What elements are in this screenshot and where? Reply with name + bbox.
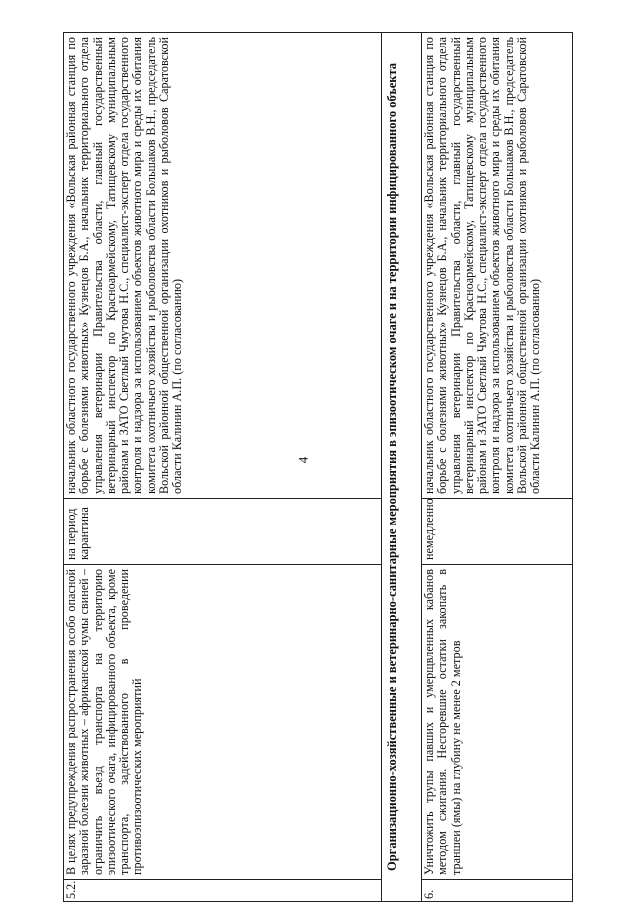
section-title: Организационно-хозяйственные и ветеринарно-санитарные мероприятия в эпизоотическом очаге и на территории инфицированного объекта <box>382 33 422 902</box>
term-text: на период карантина <box>64 499 382 565</box>
measure-text: Уничтожить трупы павших и умерщвленных кабанов методом сжигания. Несгоревшие остатки закопать в траншеи (ямы) на глубину не менее 2 метров <box>422 565 573 880</box>
responsible-text: начальник областного государственного учреждения «Вольская районная станция по борьбе с болезнями животных» Кузнецов Б.А., начальник территориального отдела управления ветеринарии Правительства области, главный государственный ветеринарный инспектор по Красноармейскому, Татищевскому муниципальным районам и ЗАТО Светлый Чмутова Н.С., специалист-эксперт отдела государственного контроля и надзора за использованием объектов животного мира и среды их обитания комитета охотничьего хозяйства и рыболовства области Большаков В.Н., председатель Вольской районной общественной организации охотников и рыболовов Саратовской области Калинин А.П. (по согласованию) <box>64 33 382 499</box>
responsible-text: начальник областного государственного учреждения «Вольская районная станция по борьбе с болезнями животных» Кузнецов Б.А., начальник территориального отдела управления ветеринарии Правительства области, главный государственный ветеринарный инспектор по Красноармейскому, Татищевскому муниципальным районам и ЗАТО Светлый Чмутова Н.С., специалист-эксперт отдела государственного контроля и надзора за использованием объектов животного мира и среды их обитания комитета охотничьего хозяйства и рыболовства области Большаков В.Н., председатель Вольской районной общественной организации охотников и рыболовов Саратовской области Калинин А.П. (по согласованию) <box>422 33 573 499</box>
row-number: 6. <box>422 880 573 902</box>
measures-table-container <box>63 32 573 902</box>
term-text: немедленно <box>422 499 573 565</box>
page-number: 4 <box>295 456 311 464</box>
measures-table <box>63 32 573 902</box>
table-row <box>64 33 382 902</box>
table-row <box>422 33 573 902</box>
section-row <box>382 33 422 902</box>
measure-text: В целях предупреждения распространения особо опасной заразной болезни животных – африканской чумы свиней – ограничить въезд транспорта на территорию эпизоотического очага, инфицированного объекта, кроме транспорта, задействованного в проведении противоэпизоотических мероприятий <box>64 565 382 880</box>
row-number: 5.2. <box>64 880 382 902</box>
